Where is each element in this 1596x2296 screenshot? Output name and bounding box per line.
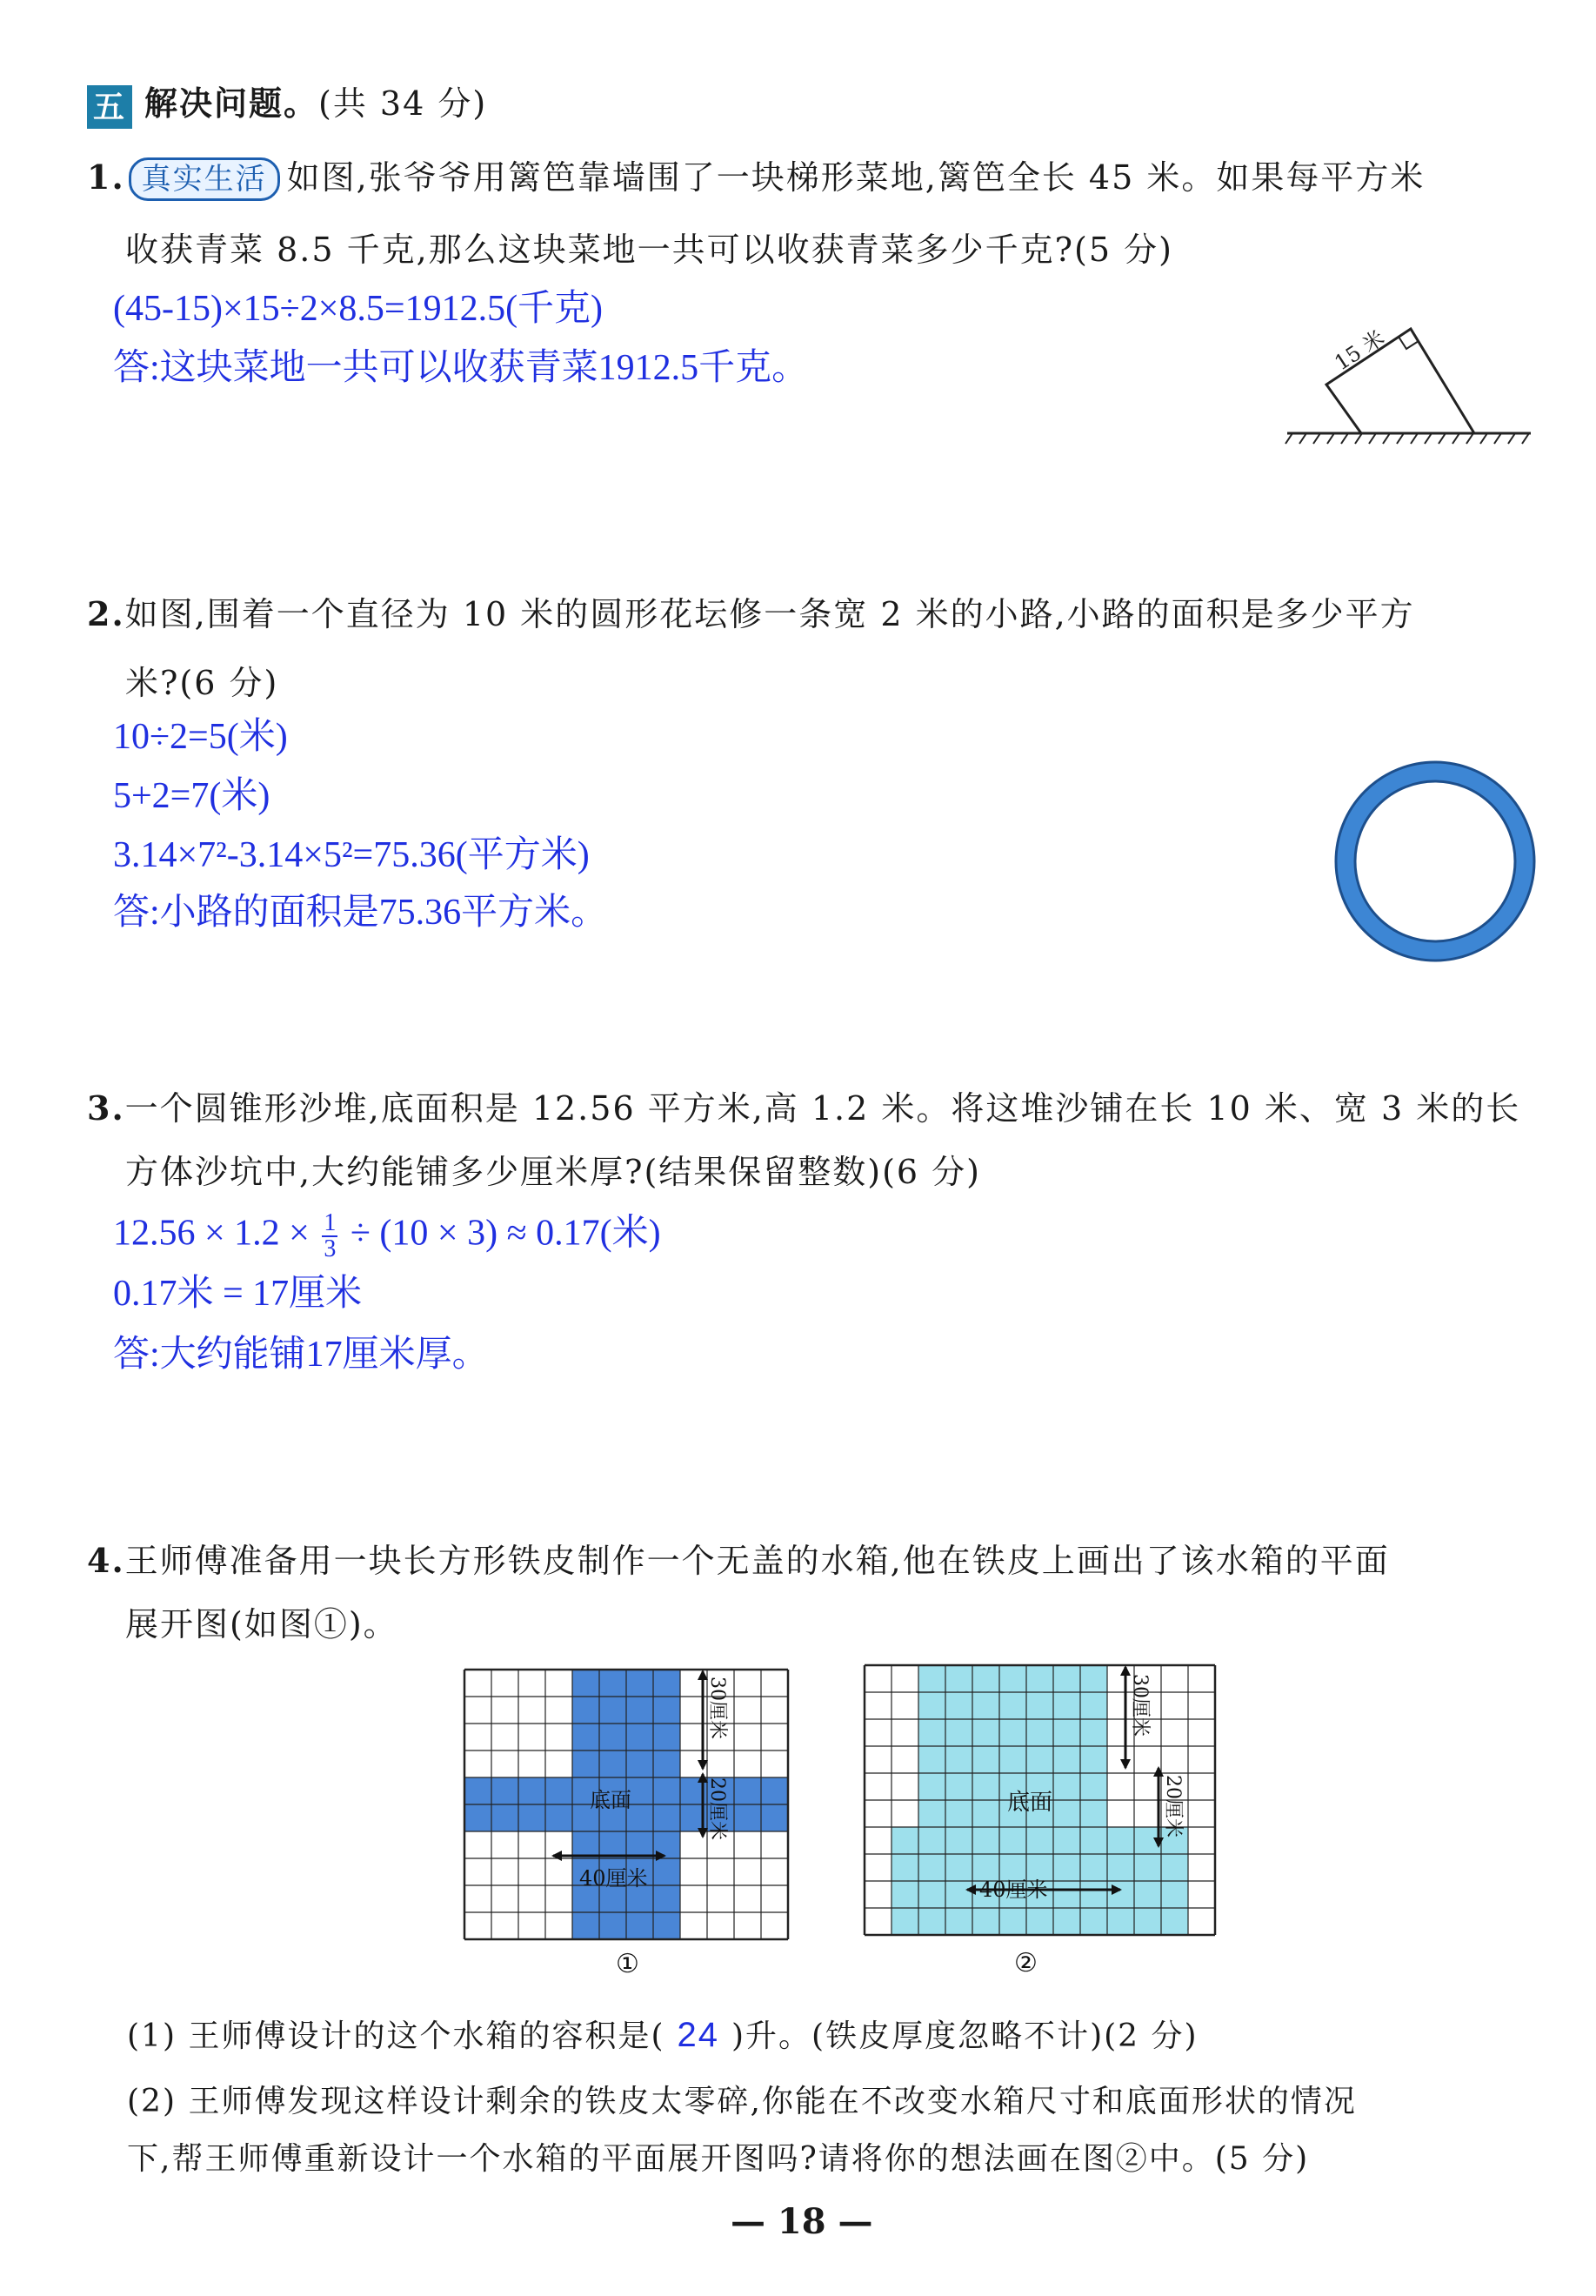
- fence-length-label: 15 米: [1330, 325, 1389, 376]
- figure-caption: ②: [1014, 1948, 1038, 1978]
- svg-text:20厘米: 20厘米: [706, 1777, 728, 1840]
- q3-answer-line3: 答:大约能铺17厘米厚。: [113, 1335, 489, 1375]
- dimension-top: [1120, 1665, 1151, 1770]
- q2-answer-line4: 答:小路的面积是75.36平方米。: [113, 893, 608, 933]
- svg-text:20厘米: 20厘米: [1162, 1775, 1184, 1837]
- q3-formula-part1: 12.56 × 1.2 ×: [113, 1213, 310, 1254]
- q1-answer-line1: (45-15)×15÷2×8.5=1912.5(千克): [113, 289, 604, 329]
- q3-formula-part2: ÷ (10 × 3) ≈ 0.17(米): [350, 1213, 661, 1254]
- svg-text:30厘米: 30厘米: [706, 1677, 728, 1739]
- question-2-line2: 米?(6 分): [125, 664, 279, 702]
- fraction: [322, 1211, 337, 1262]
- sub1-text-post: )升。(铁皮厚度忽略不计)(2 分): [731, 2018, 1199, 2054]
- question-1-line2: 收获青菜 8.5 千克,那么这块菜地一共可以收获青菜多少千克?(5 分): [125, 231, 1173, 269]
- net-figure-1: [461, 1666, 791, 1979]
- section-badge: 五: [87, 85, 132, 129]
- question-3: [87, 1086, 1566, 1131]
- question-number: 2.: [87, 594, 125, 633]
- question-3-line2: 方体沙坑中,大约能铺多少厘米厚?(结果保留整数)(6 分): [125, 1153, 982, 1191]
- base-label: 底面: [1007, 1790, 1053, 1816]
- fraction-denominator: 3: [324, 1235, 337, 1262]
- inner-circle: [1355, 781, 1515, 941]
- svg-text:40厘米: 40厘米: [579, 1866, 648, 1891]
- q3-answer-line2: 0.17米 = 17厘米: [113, 1274, 363, 1314]
- svg-text:40厘米: 40厘米: [979, 1878, 1048, 1902]
- question-1: [87, 155, 1548, 201]
- svg-text:30厘米: 30厘米: [1129, 1674, 1151, 1737]
- fraction-numerator: 1: [324, 1209, 337, 1236]
- question-number: 3.: [87, 1088, 125, 1128]
- sub1-answer: 24: [677, 2016, 719, 2054]
- q1-trapezoid-figure: [1279, 305, 1539, 452]
- question-4: [87, 1538, 1566, 1583]
- sub-question-2-line1: (2) 王师傅发现这样设计剩余的铁皮太零碎,你能在不改变水箱尺寸和底面形状的情况: [127, 2084, 1357, 2119]
- dimension-top: [698, 1670, 728, 1771]
- dimension-right: [1153, 1766, 1184, 1848]
- question-number: 4.: [87, 1541, 125, 1580]
- question-text-line1: 王师傅准备用一块长方形铁皮制作一个无盖的水箱,他在铁皮上画出了该水箱的平面: [124, 1542, 1390, 1580]
- q2-answer-line2: 5+2=7(米): [113, 776, 270, 816]
- question-4-line2: 展开图(如图①)。: [125, 1605, 398, 1643]
- page-number: — 18 —: [731, 2201, 873, 2242]
- section-title-text: 解决问题。: [144, 84, 319, 123]
- section-points: (共 34 分): [318, 84, 488, 123]
- sub-question-1: [127, 2012, 1199, 2058]
- question-number: 1.: [87, 157, 125, 197]
- question-2: [87, 592, 1548, 637]
- base-label: 底面: [590, 1788, 631, 1812]
- sub-question-2-line2: 下,帮王师傅重新设计一个水箱的平面展开图吗?请将你的想法画在图②中。(5 分): [127, 2141, 1310, 2177]
- question-text-line1: 如图,围着一个直径为 10 米的圆形花坛修一条宽 2 米的小路,小路的面积是多少平方: [124, 595, 1415, 633]
- wall-hatch: [1285, 433, 1529, 444]
- net-figure-2: [861, 1662, 1235, 1979]
- figure-caption: ①: [616, 1949, 639, 1979]
- sub1-text-pre: (1) 王师傅设计的这个水箱的容积是(: [127, 2018, 665, 2054]
- q2-ring-figure: [1331, 757, 1539, 966]
- section-title: [87, 77, 487, 129]
- tag-badge: 真实生活: [129, 157, 280, 201]
- q1-answer-line2: 答:这块菜地一共可以收获青菜1912.5千克。: [113, 348, 809, 388]
- dimension-right: [698, 1772, 728, 1840]
- q3-answer-line1: [113, 1211, 661, 1262]
- q2-answer-line3: 3.14×7²-3.14×5²=75.36(平方米): [113, 835, 590, 875]
- question-text-line1: 如图,张爷爷用篱笆靠墙围了一块梯形菜地,篱笆全长 45 米。如果每平方米: [286, 158, 1426, 197]
- question-text-line1: 一个圆锥形沙堆,底面积是 12.56 平方米,高 1.2 米。将这堆沙铺在长 10 米、宽 3 米的长: [124, 1089, 1521, 1128]
- q2-answer-line1: 10÷2=5(米): [113, 717, 288, 757]
